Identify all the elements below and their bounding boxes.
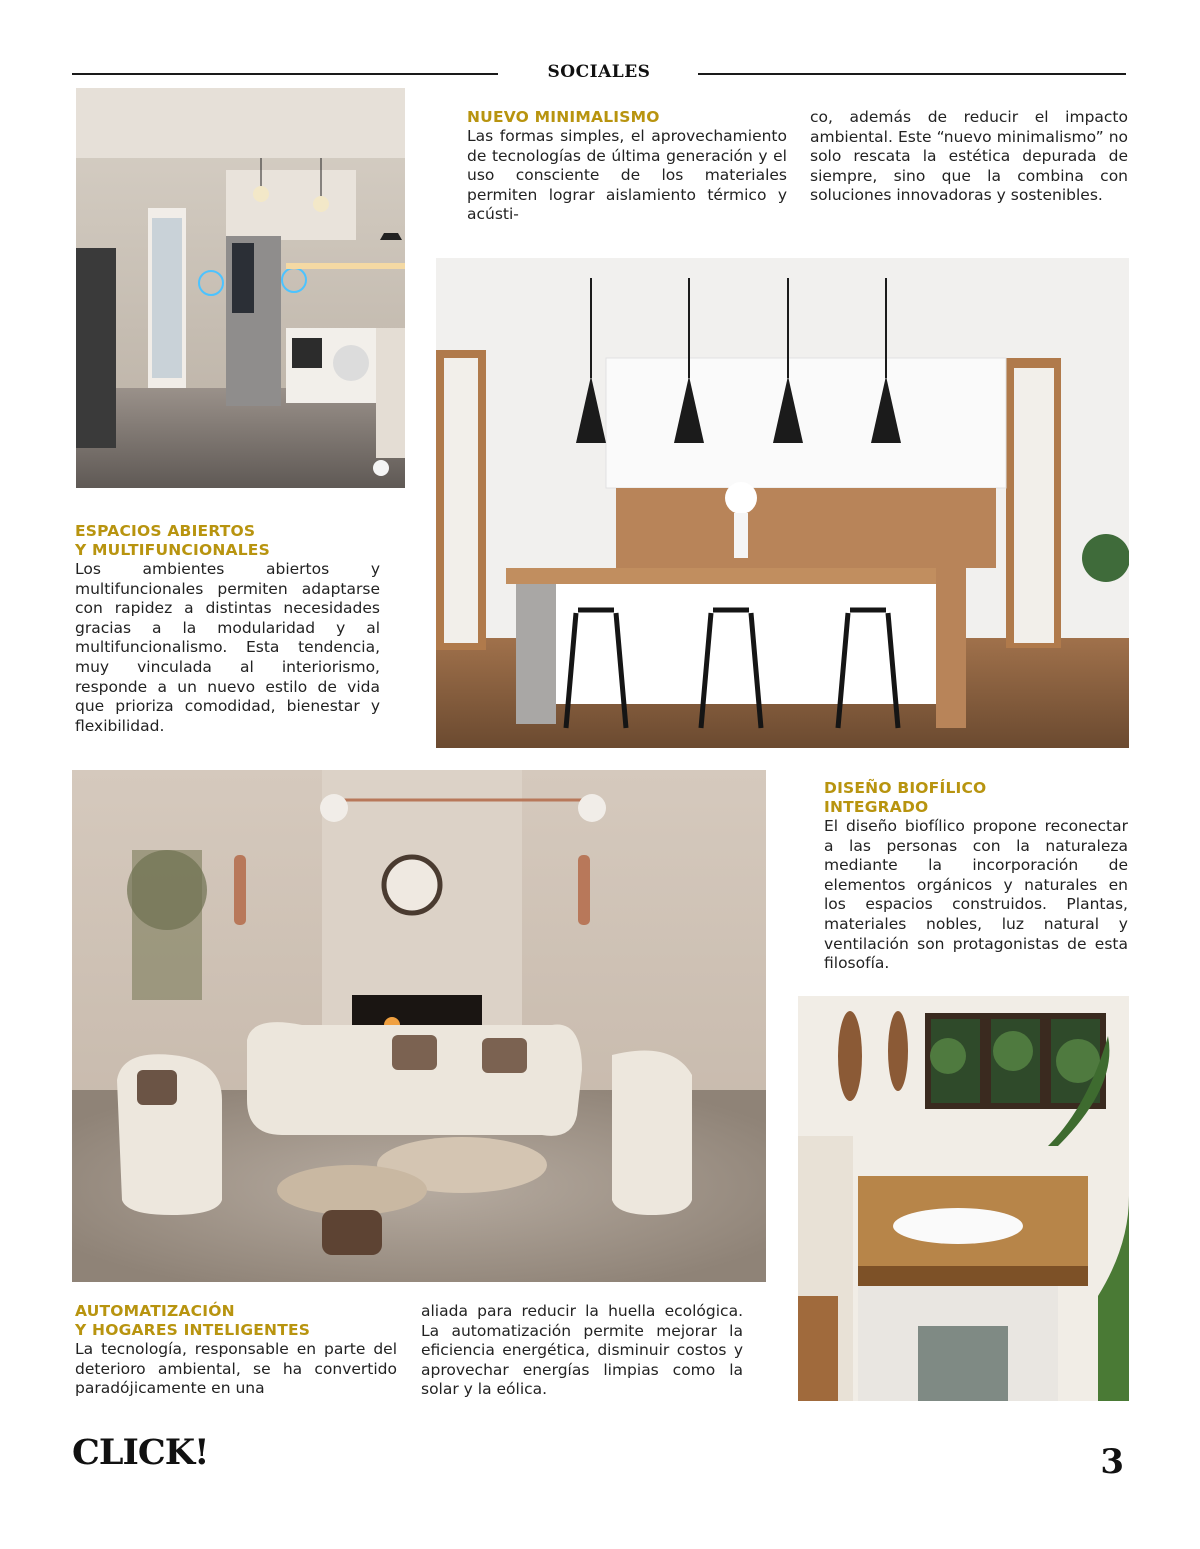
heading-espacios-line1: ESPACIOS ABIERTOS (75, 522, 256, 540)
heading-espacios-line2: Y MULTIFUNCIONALES (75, 541, 270, 559)
living-room-photo (72, 770, 766, 1282)
page-number: 3 (1100, 1442, 1124, 1482)
header-rule-left (72, 73, 498, 75)
white-kitchen-photo (436, 258, 1129, 748)
heading-biofilico-line2: INTEGRADO (824, 798, 929, 816)
smart-kitchen-photo (76, 88, 405, 488)
heading-automatizacion-line1: AUTOMATIZACIÓN (75, 1302, 235, 1320)
body-automatizacion-col2: aliada para reducir la huella ecológica. La automatización permite mejorar la eficiencia energética, disminuir costos y aprovechar energías limpias como la solar y la eólica. (421, 1302, 743, 1399)
body-nuevo-minimalismo-col2: co, además de reducir el impacto ambiental. Este “nuevo minimalismo” no solo rescata la estética depurada de siempre, sino que la combina con soluciones innovadoras y sostenibles. (810, 108, 1128, 205)
body-espacios-abiertos: Los ambientes abiertos y multifuncionales permiten adaptarse con rapidez a distintas necesidades gracias a la modularidad y al multifuncionalismo. Esta tendencia, muy vinculada al interiorismo, responde a un nuevo estilo de vida que prioriza comodidad, bienestar y flexibilidad. (75, 560, 380, 735)
section-title: SOCIALES (547, 62, 651, 82)
article-automatizacion (75, 1302, 397, 1399)
article-automatizacion-col2 (421, 1302, 743, 1400)
heading-automatizacion-line2: Y HOGARES INTELIGENTES (75, 1321, 311, 1339)
article-nuevo-minimalismo-col2 (810, 108, 1128, 206)
brand-logo: CLICK! (72, 1432, 209, 1473)
heading-nuevo-minimalismo: NUEVO MINIMALISMO (467, 108, 660, 126)
heading-biofilico-line1: DISEÑO BIOFÍLICO (824, 779, 987, 797)
header-rule-right (698, 73, 1126, 75)
body-automatizacion-col1: La tecnología, responsable en parte del deterioro ambiental, se ha convertido paradójicamente en una (75, 1340, 397, 1398)
biophilic-loft-photo (798, 996, 1129, 1401)
heading-diseno-biofilico (824, 779, 1128, 817)
article-nuevo-minimalismo (467, 108, 787, 225)
article-diseno-biofilico (824, 779, 1128, 974)
article-espacios-abiertos (75, 522, 380, 736)
heading-automatizacion (75, 1302, 397, 1340)
body-diseno-biofilico: El diseño biofílico propone reconectar a las personas con la naturaleza mediante la incorporación de elementos orgánicos y naturales en los espacios construidos. Plantas, materiales nobles, luz natural y ventilación son protagonistas de esta filosofía. (824, 817, 1128, 973)
body-nuevo-minimalismo-col1: Las formas simples, el aprovechamiento de tecnologías de última generación y el uso consciente de los materiales permiten lograr aislamiento térmico y acústi- (467, 127, 787, 224)
heading-espacios-abiertos (75, 522, 380, 560)
